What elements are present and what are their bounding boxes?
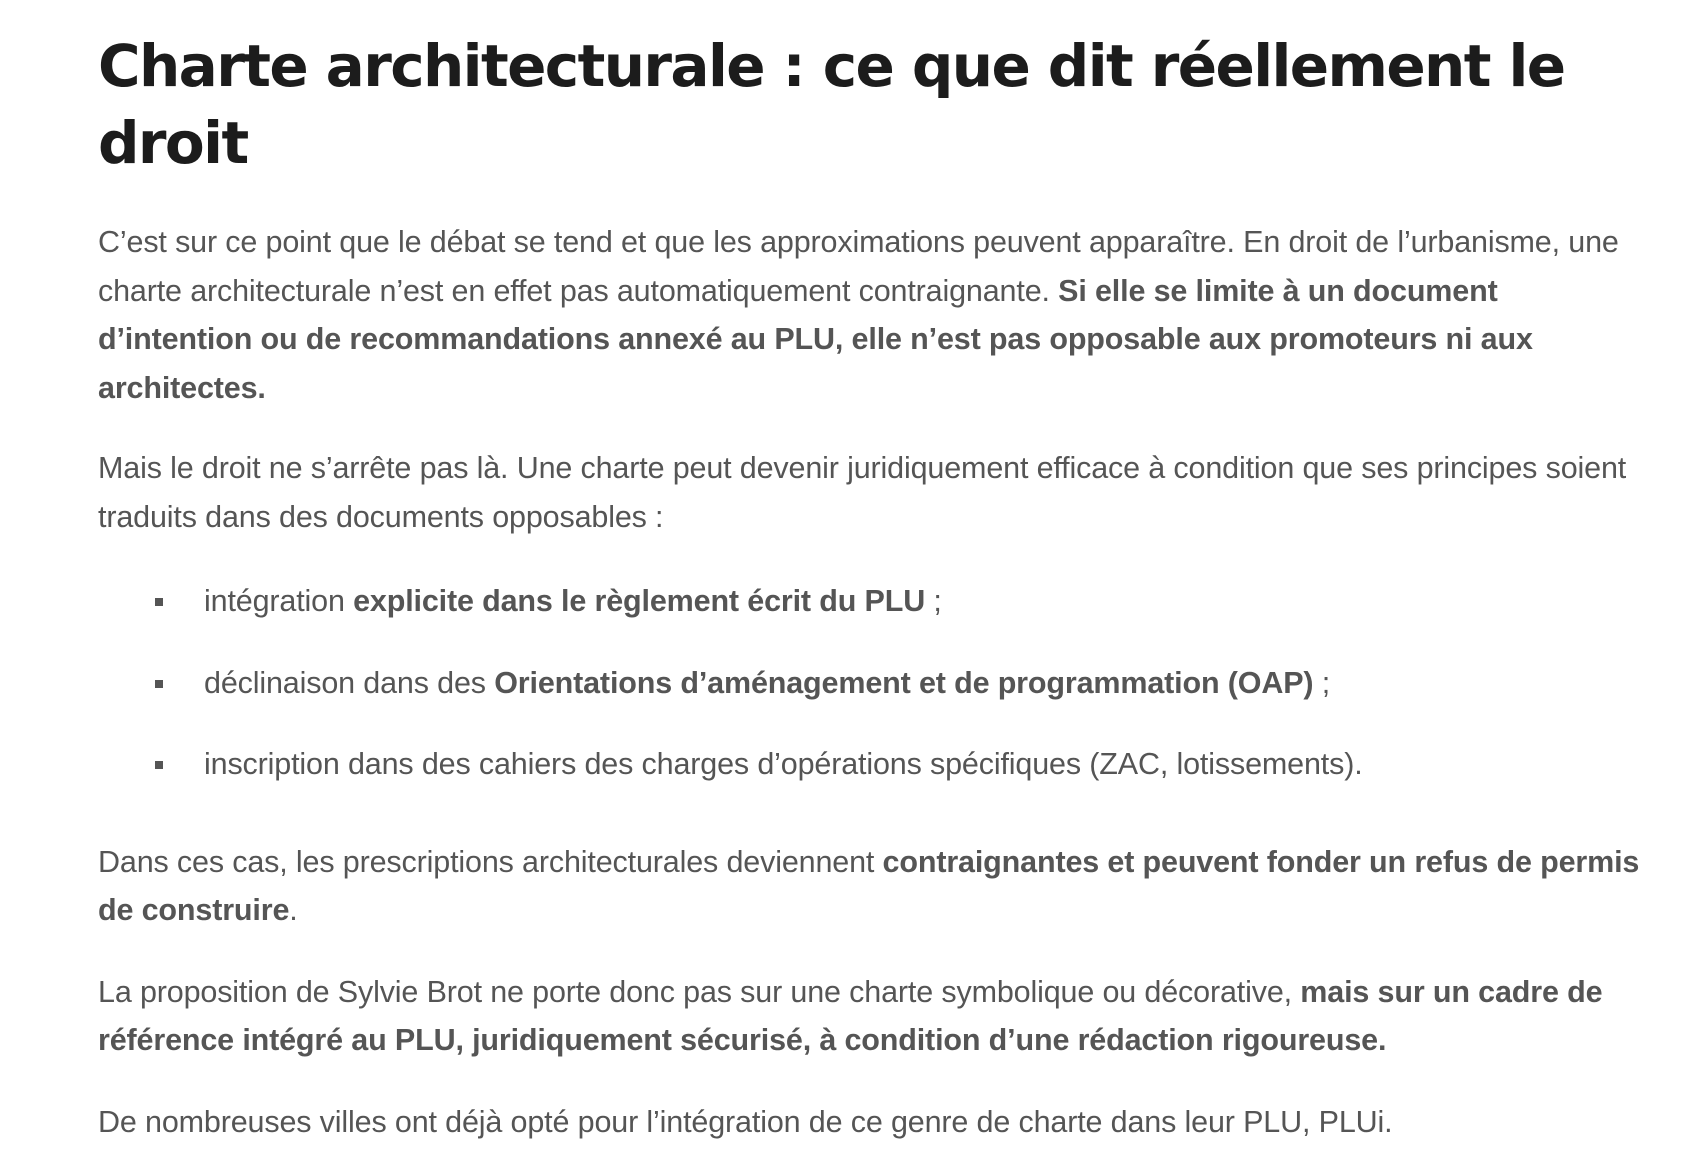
square-bullet-icon <box>155 761 163 769</box>
paragraph-conditions <box>98 444 1658 541</box>
paragraph-text: Mais le droit ne s’arrête pas là. Une charte peut devenir juridiquement efficace à condition que ses principes soient traduits dans des documents opposables : <box>98 451 1627 534</box>
list-item-text: inscription dans des cahiers des charges d’opérations spécifiques (ZAC, lotissements). <box>204 747 1363 781</box>
paragraph-consequences <box>98 838 1658 935</box>
paragraph-emphasis: contraignantes et peuvent fonder un refus de permis de construire <box>98 844 1640 927</box>
list-item <box>98 577 1658 626</box>
list-item-text-end: ; <box>1313 665 1331 700</box>
paragraph-emphasis: mais sur un cadre de référence intégré au PLU, juridiquement sécurisé, à condition d’une rédaction rigoureuse. <box>98 974 1603 1057</box>
square-bullet-icon <box>155 598 163 606</box>
paragraph-proposal <box>98 968 1658 1065</box>
article-title: Charte architecturale : ce que dit réellement le droit <box>98 32 1565 177</box>
paragraph-legal-scope <box>98 218 1658 412</box>
paragraph-text-end: . <box>289 893 298 927</box>
list-item-emphasis: Orientations d’aménagement et de programmation (OAP) <box>494 665 1314 700</box>
paragraph-other-cities <box>98 1098 1658 1147</box>
paragraph-text: La proposition de Sylvie Brot ne porte donc pas sur une charte symbolique ou décorative, <box>98 974 1301 1009</box>
article <box>98 28 1658 1146</box>
list-item-text: déclinaison dans des <box>204 665 495 700</box>
paragraph-emphasis: Si elle se limite à un document d’intention ou de recommandations annexé au PLU, elle n’est pas opposable aux promoteurs ni aux architectes. <box>98 273 1533 405</box>
paragraph-text: Dans ces cas, les prescriptions architecturales deviennent <box>98 844 883 879</box>
list-item-text-end: ; <box>925 584 942 618</box>
list-item <box>98 740 1658 789</box>
conditions-list <box>98 577 1658 789</box>
square-bullet-icon <box>155 680 163 688</box>
list-item-text: intégration <box>204 584 354 618</box>
paragraph-text: C’est sur ce point que le débat se tend et que les approximations peuvent apparaître. En droit de l’urbanisme, une charte architecturale n’est en effet pas automatiquement contraignante. <box>98 225 1619 308</box>
paragraph-text: De nombreuses villes ont déjà opté pour l’intégration de ce genre de charte dans leur PLU, PLUi. <box>98 1104 1393 1139</box>
list-item-emphasis: explicite dans le règlement écrit du PLU <box>353 584 926 618</box>
list-item <box>98 659 1658 708</box>
